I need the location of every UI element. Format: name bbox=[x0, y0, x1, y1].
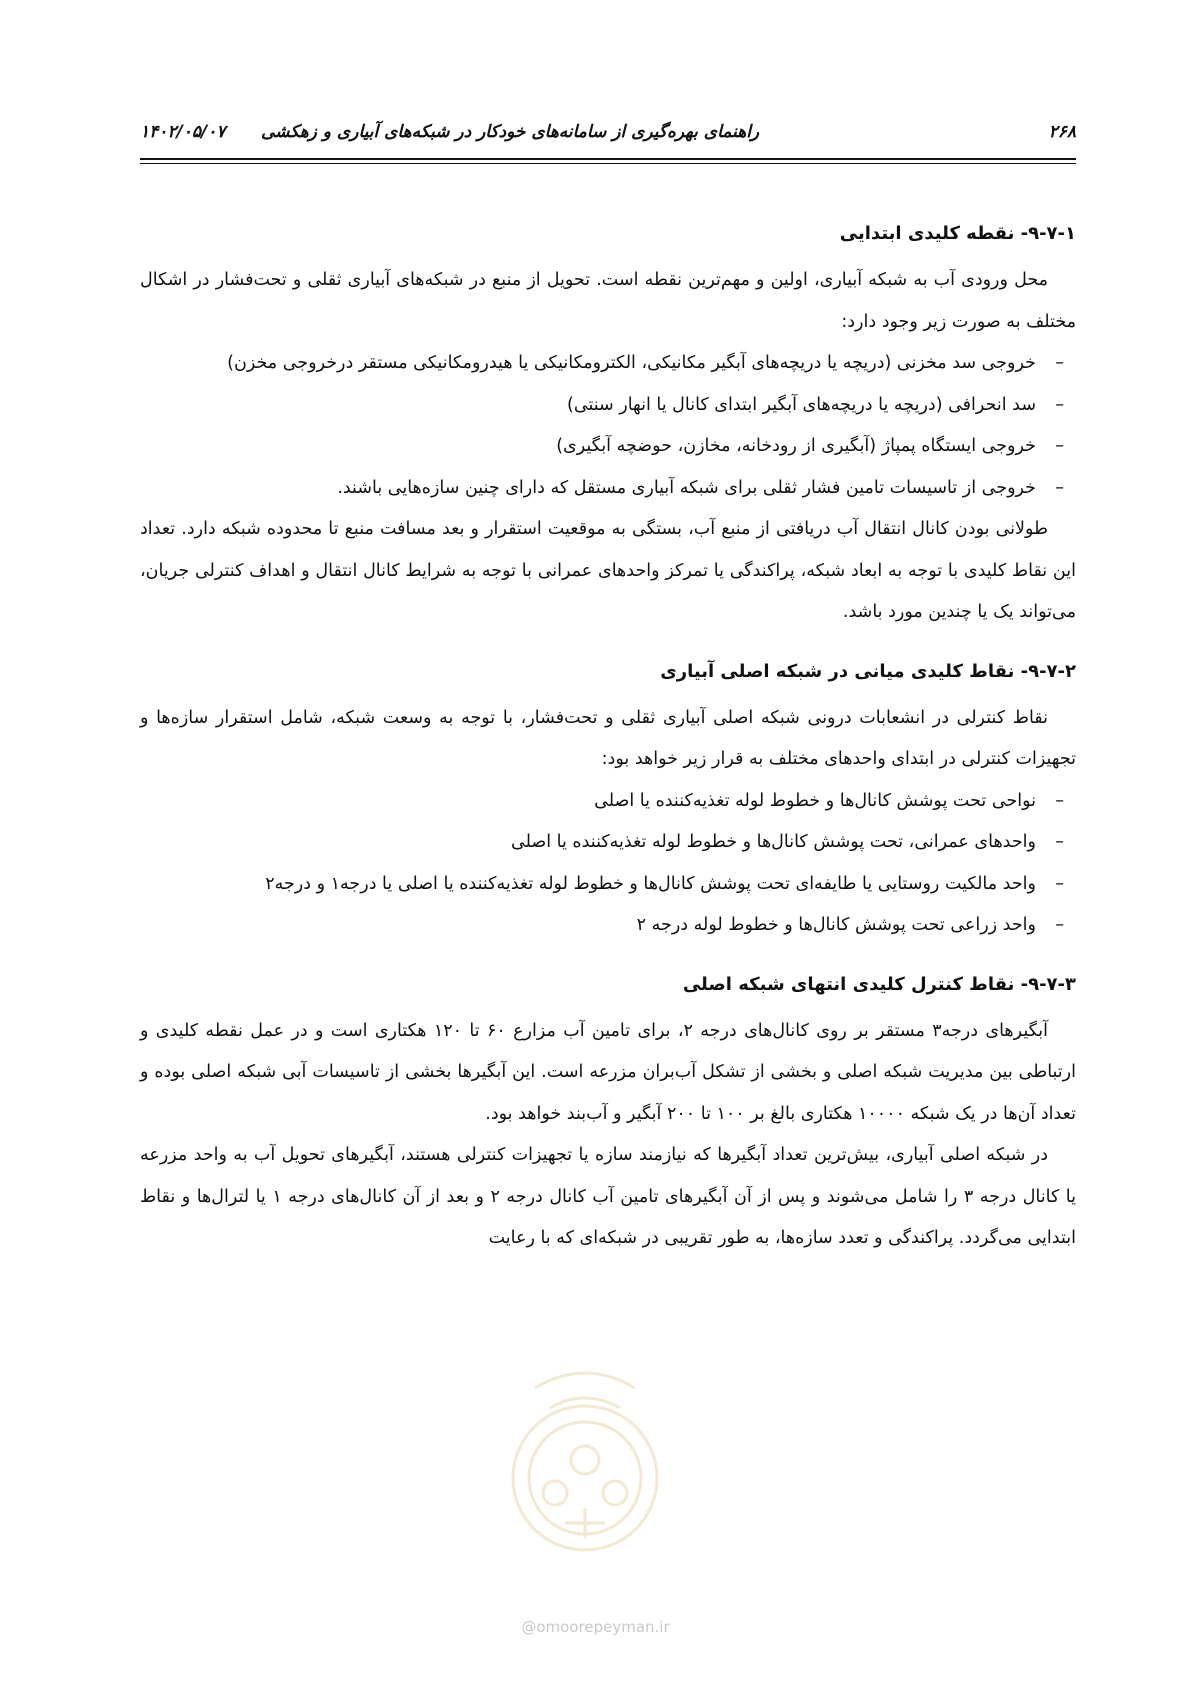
section-3 bbox=[140, 965, 1076, 1260]
body-text bbox=[140, 214, 1076, 1260]
watermark-url: @omoorepeyman.ir bbox=[521, 1618, 670, 1636]
bullet-list bbox=[140, 343, 1076, 509]
paragraph: در شبکه اصلی آبیاری، بیش‌ترین تعداد آبگیرها که نیازمند سازه یا تجهیزات کنترلی هستند، آبگیرهای تحویل آب به واحد مزرعه یا کانال درجه ۳ را شامل می‌شوند و پس از آن آبگیرهای تامین آب کانال درجه ۲ و بعد از آن کانال‌های درجه ۱ یا لترال‌ها و نقاط ابتدایی می‌گردد. پراکندگی و تعدد سازه‌ها، به طور تقریبی در شبکه‌ای که با رعایت bbox=[140, 1145, 1076, 1248]
page-header bbox=[140, 122, 1076, 142]
list-item: – واحد زراعی تحت پوشش کانال‌ها و خطوط لوله درجه ۲ bbox=[636, 915, 1064, 935]
bullet-list bbox=[140, 781, 1076, 947]
list-item: – نواحی تحت پوشش کانال‌ها و خطوط لوله تغذیه‌کننده یا اصلی bbox=[594, 790, 1064, 811]
paragraph: محل ورودی آب به شبکه آبیاری، اولین و مهم‌ترین نقطه است. تحویل از منبع در شبکه‌های آبیاری ثقلی و تحت‌فشار در اشکال مختلف به صورت زیر وجود دارد: bbox=[140, 270, 1076, 332]
header-rule bbox=[140, 158, 1076, 160]
paragraph: طولانی بودن کانال انتقال آب دریافتی از منبع آب، بستگی به موقعیت استقرار و بعد مسافت منبع تا محدوده شبکه دارد. تعداد این نقاط کلیدی با توجه به ابعاد شبکه، پراکندگی یا تمرکز واحدهای عمرانی با توجه به شرایط کانال انتقال و اهداف کنترلی جریان، می‌تواند یک یا چندین مورد باشد. bbox=[140, 519, 1076, 622]
paragraph: نقاط کنترلی در انشعابات درونی شبکه اصلی آبیاری ثقلی و تحت‌فشار، با توجه به وسعت شبکه، شامل استقرار سازه‌ها و تجهیزات کنترلی در ابتدای واحدهای مختلف به قرار زیر خواهد بود: bbox=[140, 707, 1076, 769]
page-number: ۲۶۸ bbox=[1048, 122, 1076, 142]
list-item: – خروجی سد مخزنی (دریچه یا دریچه‌های آبگیر مکانیکی، الکترومکانیکی یا هیدرومکانیکی مستقر درخروجی مخزن) bbox=[227, 353, 1064, 373]
section-heading: ۹-۷-۳- نقاط کنترل کلیدی انتهای شبکه اصلی bbox=[682, 973, 1076, 995]
section-heading: ۹-۷-۲- نقاط کلیدی میانی در شبکه اصلی آبیاری bbox=[660, 660, 1076, 682]
list-item: – واحد مالکیت روستایی یا طایفه‌ای تحت پوشش کانال‌ها و خطوط لوله تغذیه‌کننده یا اصلی یا درجه۱ و درجه۲ bbox=[265, 873, 1064, 894]
header-rule-thin bbox=[140, 163, 1076, 164]
list-item: – خروجی ایستگاه پمپاژ (آبگیری از رودخانه، مخازن، حوضچه آبگیری) bbox=[556, 436, 1064, 456]
header-title: راهنمای بهره‌گیری از سامانه‌های خودکار در شبکه‌های آبیاری و زهکشی bbox=[260, 122, 760, 142]
list-item: – خروجی از تاسیسات تامین فشار ثقلی برای شبکه آبیاری مستقل که دارای چنین سازه‌هایی باشند. bbox=[337, 477, 1064, 498]
list-item: – سد انحرافی (دریچه یا دریچه‌های آبگیر ابتدای کانال یا انهار سنتی) bbox=[567, 394, 1064, 415]
header-date: ۱۴۰۲/۰۵/۰۷ bbox=[140, 122, 226, 142]
paragraph: آبگیرهای درجه۳ مستقر بر روی کانال‌های درجه ۲، برای تامین آب مزارع ۶۰ تا ۱۲۰ هکتاری است و در عمل نقطه کلیدی و ارتباطی بین مدیریت شبکه اصلی و بخشی از تشکل آب‌بران مزرعه است. این آبگیرها بخشی از تاسیسات آبی شبکه اصلی بوده و تعداد آن‌ها در یک شبکه ۱۰۰۰۰ هکتاری بالغ بر ۱۰۰ تا ۲۰۰ آبگیر و آب‌بند خواهد بود. bbox=[140, 1020, 1076, 1124]
section-2 bbox=[140, 652, 1076, 947]
list-item: – واحدهای عمرانی، تحت پوشش کانال‌ها و خطوط لوله تغذیه‌کننده یا اصلی bbox=[511, 832, 1064, 852]
section-1 bbox=[140, 214, 1076, 634]
running-title bbox=[140, 122, 759, 142]
section-heading: ۹-۷-۱- نقطه کلیدی ابتدایی bbox=[839, 223, 1076, 244]
watermark-seal-icon bbox=[495, 1348, 675, 1568]
